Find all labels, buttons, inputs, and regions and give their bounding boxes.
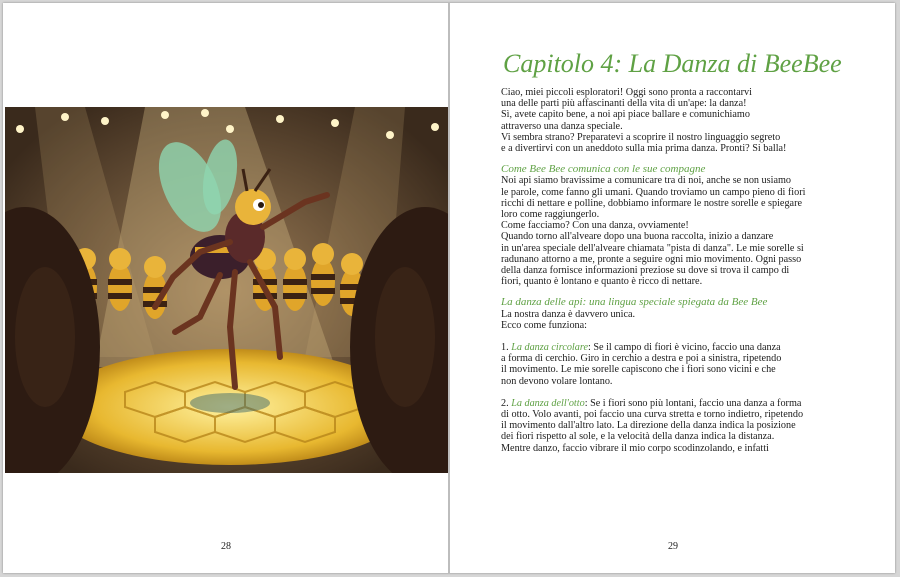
- body-line: Quando torno all'alveare dopo una buona raccolta, inizio a danzare: [501, 231, 774, 243]
- body-line: Ecco come funziona:: [501, 319, 587, 331]
- body-line: Come facciamo? Con una danza, ovviamente!: [501, 220, 689, 232]
- body-line: dei fiori rispetto al sole, e la velocità della danza indica la distanza.: [501, 431, 775, 443]
- intro-line: una delle parti più affascinanti della vita di un'ape: la danza!: [501, 98, 747, 110]
- body-line: radunano attorno a me, pronte a seguire ogni mio movimento. Ogni passo: [501, 253, 802, 265]
- body-line: il movimento dall'altro lato. La direzione della danza indica la posizione: [501, 420, 796, 432]
- list-number: 1.: [501, 342, 509, 354]
- list-item-2: [501, 398, 861, 409]
- chapter-title: Capitolo 4: La Danza di BeeBee: [503, 49, 842, 78]
- list-item-name: La danza circolare: [511, 342, 588, 354]
- body-line: Noi api siamo bravissime a comunicare tra di noi, anche se non usiamo: [501, 175, 791, 187]
- list-item-name: La danza dell'otto: [511, 397, 585, 409]
- list-number: 2.: [501, 397, 509, 409]
- body-line: non devono volare lontano.: [501, 375, 613, 387]
- chapter-body: [501, 87, 861, 454]
- body-line: in un'area speciale dell'alveare chiamata "pista di danza". Le mie sorelle si: [501, 242, 804, 254]
- body-line: della danza fornisce informazioni preziose su dove si trova il campo di: [501, 265, 790, 277]
- list-item-text: : Se il campo di fiori è vicino, faccio una danza: [587, 342, 781, 354]
- body-line: di otto. Volo avanti, poi faccio una curva stretta e torno indietro, ripetendo: [501, 409, 804, 421]
- body-line: loro come raggiungerlo.: [501, 209, 600, 221]
- page-number-left: 28: [221, 541, 231, 552]
- body-line: fiori, quanto è lontano e quanto è ricco di nettare.: [501, 276, 703, 288]
- right-page: [450, 3, 895, 573]
- spacer: [501, 387, 861, 398]
- body-line: a forma di cerchio. Giro in cerchio a destra e poi a sinistra, ripetendo: [501, 353, 782, 365]
- spacer: [501, 331, 861, 342]
- list-item-1: [501, 342, 861, 353]
- body-line: le parole, come fanno gli umani. Quando troviamo un campo pieno di fiori: [501, 186, 806, 198]
- intro-line: e a divertirvi con un aneddoto sulla mia prima danza. Pronti? Si balla!: [501, 143, 787, 155]
- intro-line: Vi sembra strano? Preparatevi a scoprire il nostro linguaggio segreto: [501, 131, 781, 143]
- intro-line: Ciao, miei piccoli esploratori! Oggi sono pronta a raccontarvi: [501, 87, 752, 98]
- intro-line: Sì, avete capito bene, a noi api piace ballare e comunichiamo: [501, 109, 750, 121]
- body-line: il movimento. Le mie sorelle capiscono che i fiori sono vicini e che: [501, 364, 776, 376]
- section-heading: Come Bee Bee comunica con le sue compagne: [501, 163, 706, 176]
- section-heading: La danza delle api: una lingua speciale spiegata da Bee Bee: [501, 296, 768, 309]
- body-line: ricchi di nettare e polline, dobbiamo informare le nostre sorelle e spiegare: [501, 197, 802, 209]
- intro-line: attraverso una danza speciale.: [501, 120, 623, 132]
- list-item-text: : Se i fiori sono più lontani, faccio una danza a forma: [584, 397, 802, 409]
- book-spread: [3, 3, 895, 573]
- body-line: Mentre danzo, faccio vibrare il mio corpo scodinzolando, e infatti: [501, 442, 769, 454]
- left-page: [3, 3, 448, 573]
- page-number-right: 29: [668, 541, 678, 552]
- bee-dance-illustration: [5, 107, 448, 473]
- body-line: La nostra danza è davvero unica.: [501, 308, 636, 320]
